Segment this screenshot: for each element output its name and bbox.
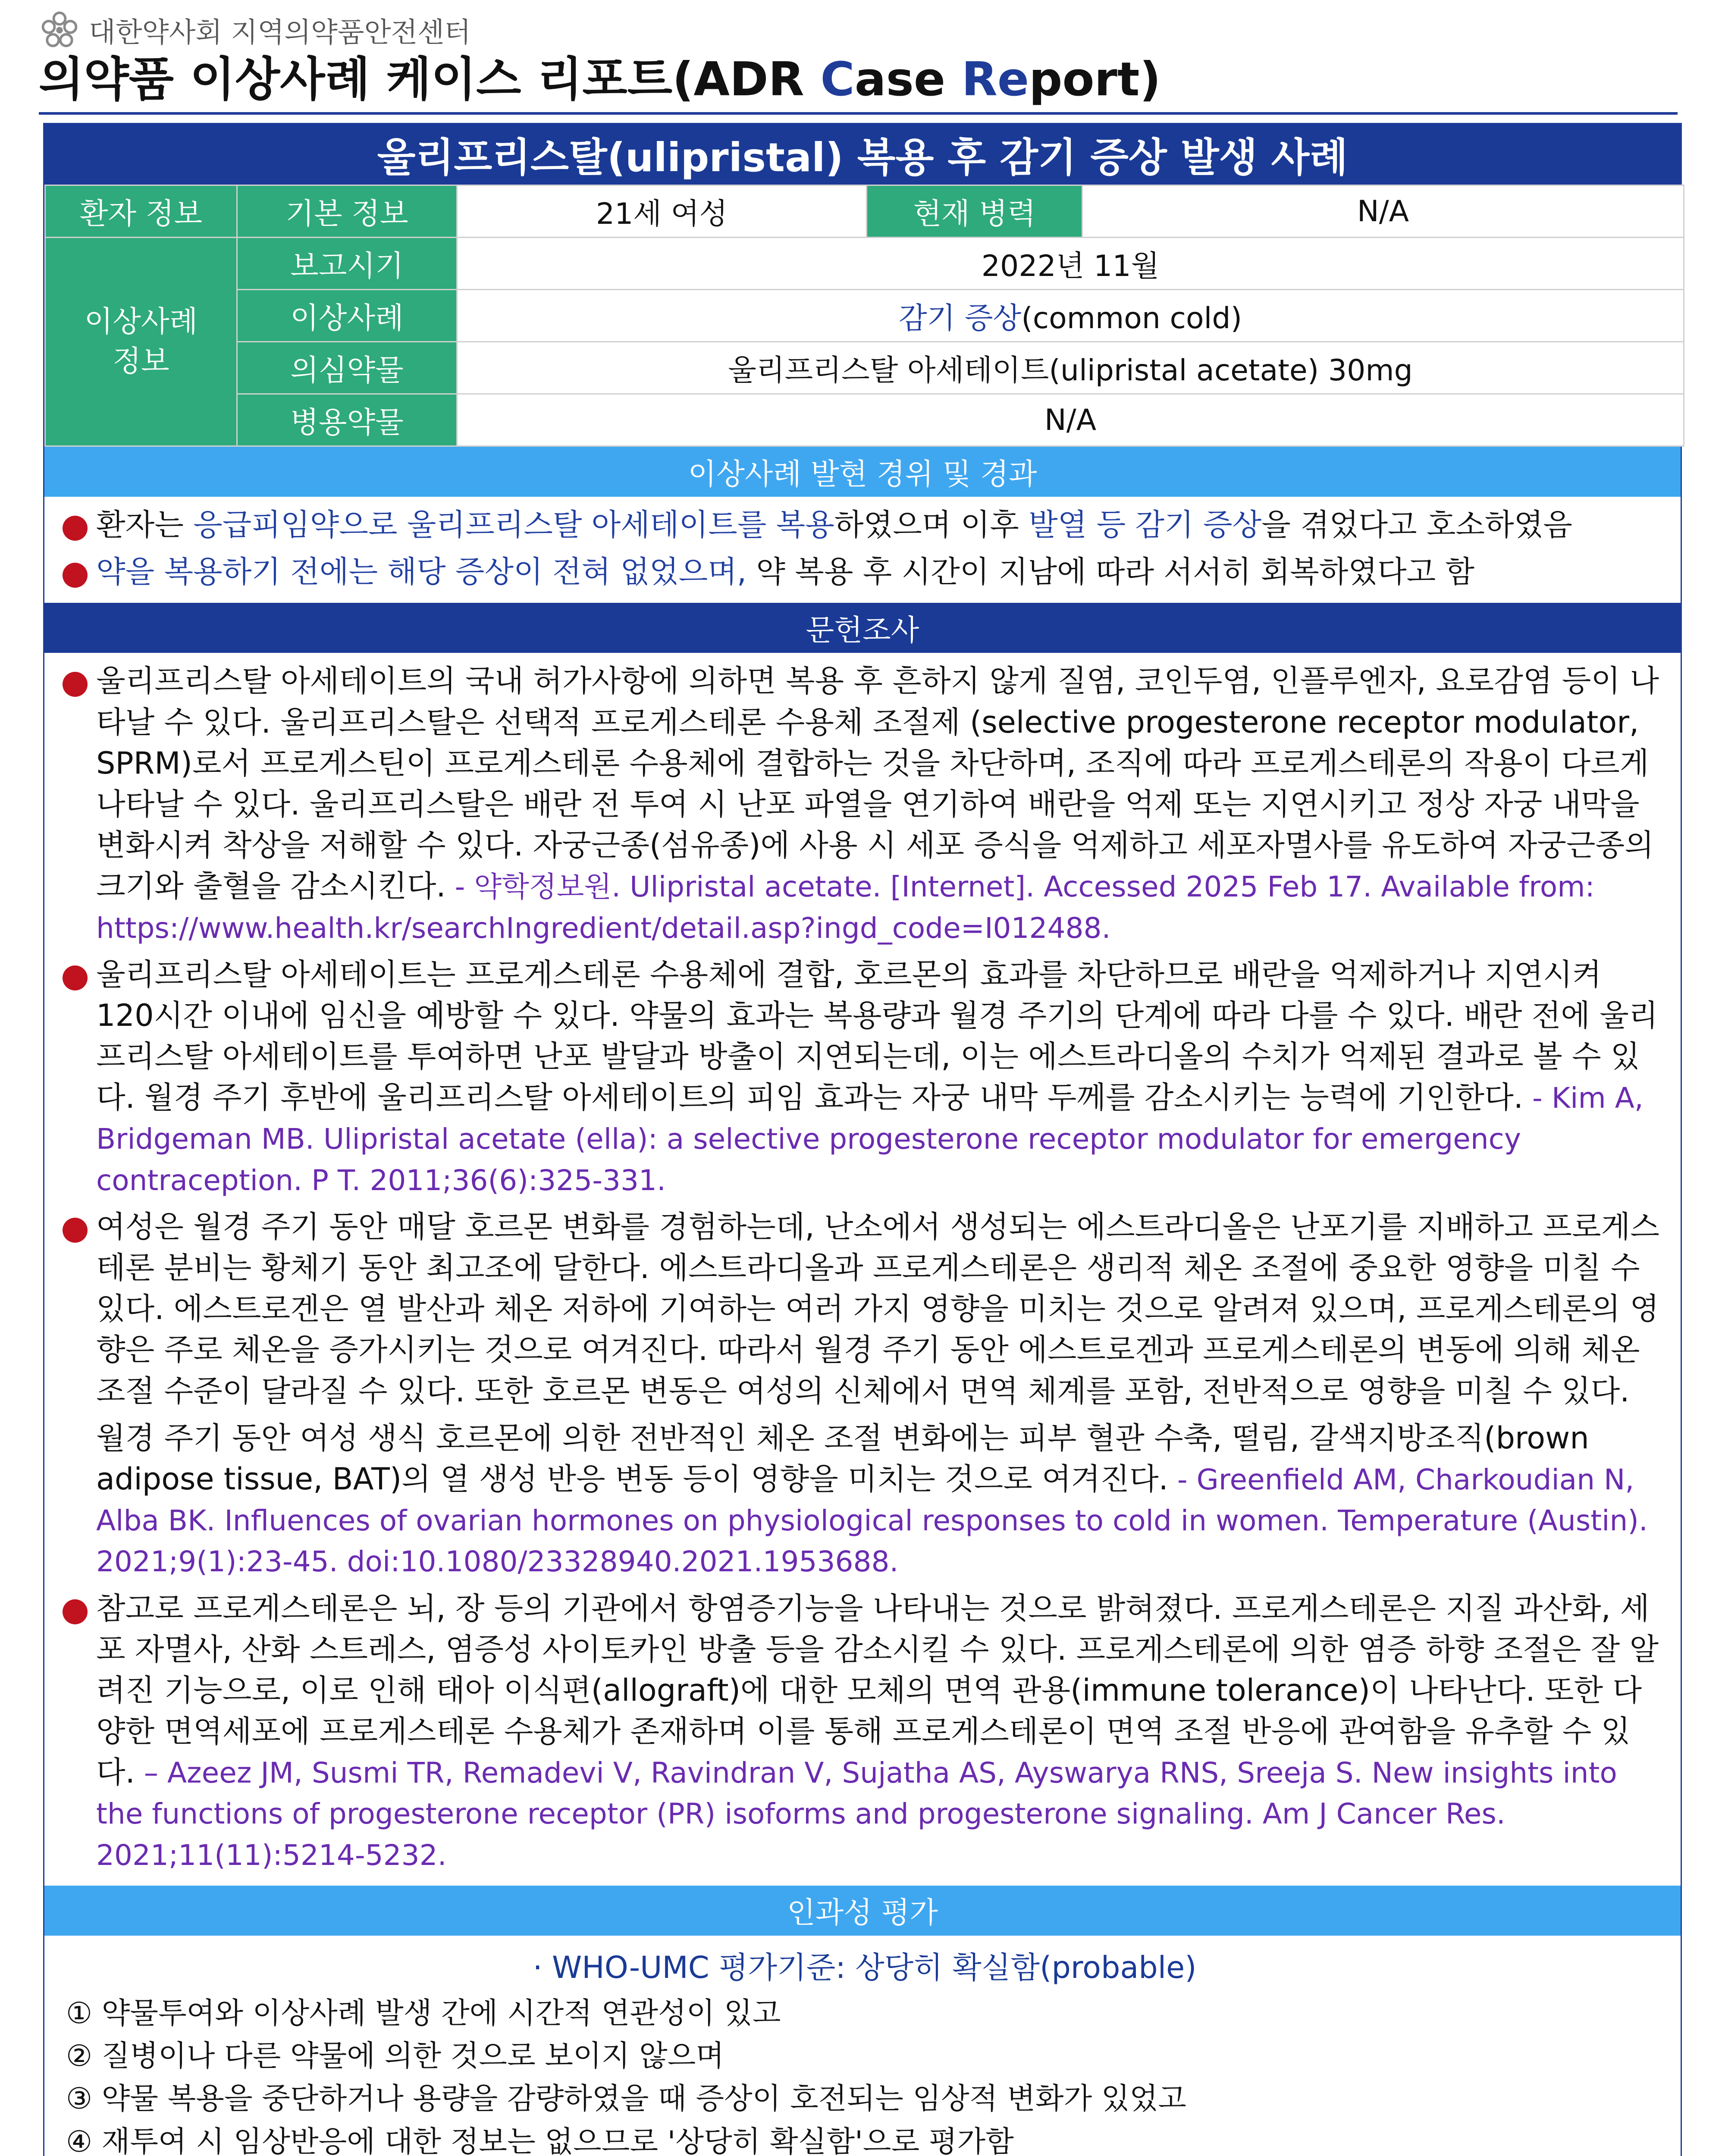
bullet-dot-icon <box>63 1599 88 1624</box>
emphasis-span: 응급피임약으로 울리프리스탈 아세테이트를 복용 <box>193 507 834 542</box>
who-umc-criterion: · WHO-UMC 평가기준: 상당히 확실함(probable) <box>533 1949 1197 1985</box>
causality-heading: 인과성 평가 <box>44 1886 1681 1936</box>
bullet-dot-icon <box>63 672 88 697</box>
text-span: 하였으며 이후 <box>834 507 1029 542</box>
basic-info-label: 기본 정보 <box>237 185 457 238</box>
organization-logo-icon <box>39 9 80 51</box>
bullet-dot-icon <box>63 563 88 588</box>
causality-item: ③ 약물 복용을 중단하거나 용량을 감량하였을 때 증상이 호전되는 임상적 변화가 있었고 <box>66 2082 1186 2116</box>
case-info-table <box>44 185 1684 447</box>
reference-citation: - Kim A, Bridgeman MB. Ulipristal acetate (ella): a selective progesterone receptor modulator for emergency contraception. P T. 2011;36(6):325-331. <box>96 1081 1643 1197</box>
literature-continuation <box>57 1418 1668 1582</box>
bullet-dot-icon <box>63 516 88 541</box>
basic-info-value: 21세 여성 <box>457 185 867 238</box>
literature-text: 월경 주기 동안 여성 생식 호르몬에 의한 전반적인 체온 조절 변화에는 피부 혈관 수축, 떨림, 갈색지방조직(brown adipose tissue, BAT)의 열 생성 반응 변동 등이 영향을 미치는 것으로 여겨진다. <box>96 1420 1589 1497</box>
case-title-banner: 울리프리스탈(ulipristal) 복용 후 감기 증상 발생 사례 <box>44 124 1681 185</box>
reference-citation: – Azeez JM, Susmi TR, Remadevi V, Ravindran V, Sujatha AS, Ayswarya RNS, Sreeja S. New insights into the functions of progesterone receptor (PR) isoforms and progesterone signaling. Am J Cancer Res. 2021;11(11):5214-5232. <box>96 1756 1617 1872</box>
suspected-drug-label: 의심약물 <box>237 342 457 394</box>
literature-bullet <box>57 954 1668 1200</box>
title-part: 의약품 이상사례 케이스 리포트(ADR <box>39 53 821 107</box>
course-bullet <box>57 505 1668 545</box>
emphasis-span: 약을 복용하기 전에는 해당 증상이 전혀 없었으며, <box>96 554 747 590</box>
medical-history-value: N/A <box>1082 185 1684 238</box>
literature-text: 울리프리스탈 아세테이트의 국내 허가사항에 의하면 복용 후 흔하지 않게 질염, 코인두염, 인플루엔자, 요로감염 등이 나타날 수 있다. 울리프리스탈은 선택적 프로게스테론 수용체 조절제 (selective progesterone receptor modulator, SPRM)로서 프로게스틴이 프로게스테론 수용체에 결합하는 것을 차단하며, 조직에 따라 프로게스테론의 작용이 다르게 나타날 수 있다. 울리프리스탈은 배란 전 투여 시 난포 파열을 연기하여 배란을 억제 또는 지연시키고 정상 자궁 내막을 변화시켜 착상을 저해할 수 있다. 자궁근종(섬유종)에 사용 시 세포 증식을 억제하고 세포자멸사를 유도하여 자궁근종의 크기와 출혈을 감소시킨다. <box>96 663 1659 904</box>
concomitant-drug-label: 병용약물 <box>237 394 457 446</box>
adr-row-event <box>45 290 1684 342</box>
text-span: 을 겪었다고 호소하였음 <box>1261 507 1572 542</box>
adr-row-suspected-drug <box>45 342 1684 394</box>
adverse-event-label: 이상사례 <box>237 290 457 342</box>
patient-section-label: 환자 정보 <box>45 185 237 238</box>
organization-line <box>39 9 1678 52</box>
title-highlight-re: Re <box>961 53 1029 107</box>
causality-item: ① 약물투여와 이상사례 발생 간에 시간적 연관성이 있고 <box>66 1996 781 2031</box>
literature-section <box>44 653 1681 1885</box>
causality-item: ④ 재투여 시 임상반응에 대한 정보는 없으므로 '상당히 확실함'으로 평가함 <box>66 2125 1014 2156</box>
adr-row-report-period <box>45 238 1684 290</box>
literature-bullet <box>57 661 1668 948</box>
adr-row-concomitant-drug <box>45 394 1684 446</box>
literature-heading: 문헌조사 <box>44 603 1681 653</box>
page-title <box>39 54 1678 106</box>
adr-section-label: 이상사례 정보 <box>45 238 237 446</box>
adverse-event-korean: 감기 증상 <box>898 301 1022 335</box>
text-span: 환자는 <box>96 507 194 542</box>
suspected-drug-value: 울리프리스탈 아세테이트(ulipristal acetate) 30mg <box>457 342 1684 394</box>
literature-text: 울리프리스탈 아세테이트는 프로게스테론 수용체에 결합, 호르몬의 효과를 차단하므로 배란을 억제하거나 지연시켜 120시간 이내에 임신을 예방할 수 있다. 약물의 효과는 복용량과 월경 주기의 단계에 따라 다를 수 있다. 배란 전에 울리프리스탈 아세테이트를 투여하면 난포 발달과 방출이 지연되는데, 이는 에스트라디올의 수치가 억제된 결과로 볼 수 있다. 월경 주기 후반에 울리프리스탈 아세테이트의 피임 효과는 자궁 내막 두께를 감소시키는 능력에 기인한다. <box>96 956 1658 1116</box>
medical-history-label: 현재 병력 <box>867 185 1082 238</box>
reference-citation: - 약학정보원. Ulipristal acetate. [Internet]. Accessed 2025 Feb 17. Available from: https://www.health.kr/searchIngredient/detail.asp?ingd_code=I012488. <box>96 870 1595 945</box>
header-divider <box>39 112 1678 115</box>
report-period-value: 2022년 11월 <box>457 238 1684 290</box>
page-header <box>39 9 1678 106</box>
causality-item: ② 질병이나 다른 약물에 의한 것으로 보이지 않으며 <box>66 2039 724 2074</box>
literature-bullet <box>57 1206 1668 1412</box>
patient-info-row <box>45 185 1684 238</box>
literature-text: 여성은 월경 주기 동안 매달 호르몬 변화를 경험하는데, 난소에서 생성되는 에스트라디올은 난포기를 지배하고 프로게스테론 분비는 황체기 동안 최고조에 달한다. 에스트라디올과 프로게스테론은 생리적 체온 조절에 중요한 영향을 미칠 수 있다. 에스트로겐은 열 발산과 체온 저하에 기여하는 여러 가지 영향을 미치는 것으로 알려져 있으며, 프로게스테론의 영향은 주로 체온을 증가시키는 것으로 여겨진다. 따라서 월경 주기 동안 에스트로겐과 프로게스테론의 변동에 의해 체온 조절 수준이 달라질 수 있다. 또한 호르몬 변동은 여성의 신체에서 면역 체계를 포함, 전반적으로 영향을 미칠 수 있다. <box>96 1209 1659 1409</box>
emphasis-span: 발열 등 감기 증상 <box>1029 507 1262 542</box>
organization-name: 대한약사회 지역의약품안전센터 <box>89 17 471 49</box>
course-section <box>44 497 1681 603</box>
bullet-dot-icon <box>63 1218 88 1243</box>
causality-section <box>44 1936 1681 2156</box>
literature-bullet <box>57 1588 1668 1875</box>
title-part: port) <box>1029 53 1161 107</box>
title-part: ase <box>854 53 962 107</box>
title-highlight-c: C <box>820 53 855 107</box>
adverse-event-english: (common cold) <box>1021 301 1242 335</box>
concomitant-drug-value: N/A <box>457 394 1684 446</box>
course-heading: 이상사례 발현 경위 및 경과 <box>44 447 1681 497</box>
course-bullet <box>57 552 1668 592</box>
text-span: 약 복용 후 시간이 지남에 따라 서서히 회복하였다고 함 <box>746 554 1475 590</box>
bullet-dot-icon <box>63 965 88 990</box>
literature-text: 참고로 프로게스테론은 뇌, 장 등의 기관에서 항염증기능을 나타내는 것으로 밝혀졌다. 프로게스테론은 지질 과산화, 세포 자멸사, 산화 스트레스, 염증성 사이토카인 방출 등을 감소시킬 수 있다. 프로게스테론에 의한 염증 하향 조절은 잘 알려진 기능으로, 이로 인해 태아 이식편(allograft)에 대한 모체의 면역 관용(immune tolerance)이 나타난다. 또한 다양한 면역세포에 프로게스테론 수용체가 존재하며 이를 통해 프로게스테론이 면역 조절 반응에 관여함을 유추할 수 있다. <box>96 1590 1659 1790</box>
report-sheet <box>43 123 1682 2156</box>
reference-citation: - Greenfield AM, Charkoudian N, Alba BK. Influences of ovarian hormones on physiological responses to cold in women. Temperature (Austin). 2021;9(1):23-45. doi:10.1080/23328940.2021.1953688. <box>96 1463 1648 1579</box>
adverse-event-value <box>457 290 1684 342</box>
report-period-label: 보고시기 <box>237 238 457 290</box>
